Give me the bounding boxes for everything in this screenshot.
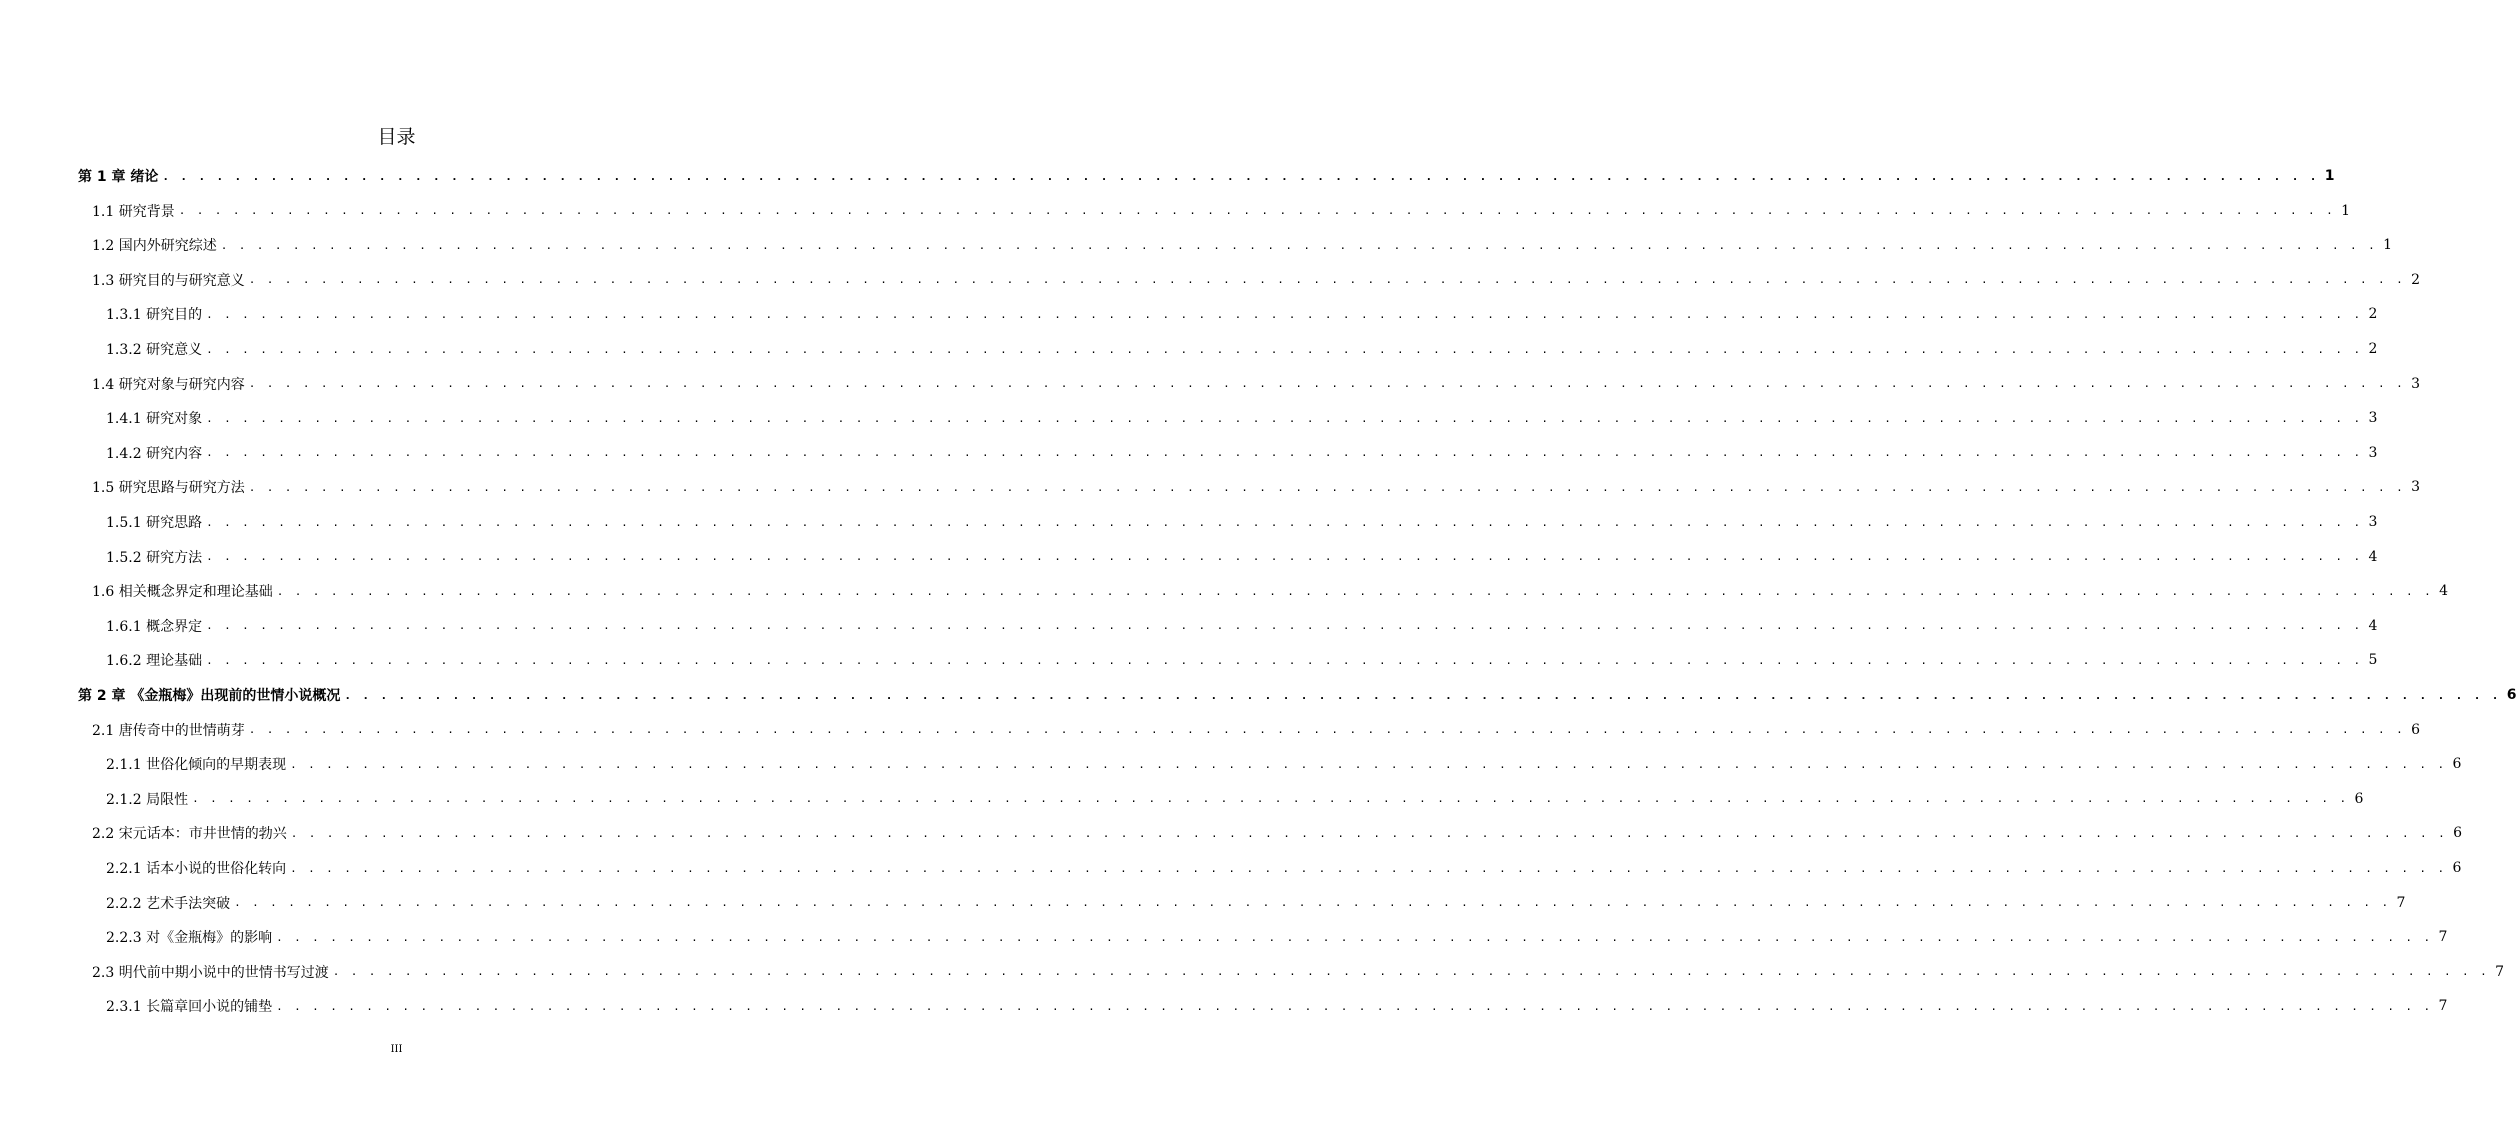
toc-entry-page: 4	[2368, 617, 2378, 634]
toc-entry-page: 6	[2411, 721, 2421, 738]
toc-entry-label: 1.3 研究目的与研究意义	[92, 272, 245, 289]
toc-entry[interactable]	[106, 334, 2378, 364]
toc-entry-page: 6	[2506, 687, 2517, 703]
toc-entry-label: 2.3.1 长篇章回小说的铺垫	[106, 999, 273, 1016]
toc-leader-dots: . . . . . . . . . . . . . . . . . . . . . . . . . . . . . . . . . . . . . . . . . . . . . . . . . . . . . . . . . . . . . . . . . . . . . . . . . . . . . . . . . . . . . . . . . . . . . . . . . . . . . . . . . . . . . . . . . . . . . . . .	[178, 204, 2336, 218]
toc-entry-page: 5	[2368, 652, 2378, 669]
toc-entry-page: 1	[2324, 168, 2335, 184]
toc-entry[interactable]	[78, 161, 2335, 191]
toc-leader-dots: . . . . . . . . . . . . . . . . . . . . . . . . . . . . . . . . . . . . . . . . . . . . . . . . . . . . . . . . . . . . . . . . . . . . . . . . . . . . . . . . . . . . . . . . . . . . . . . . . . . . . . . . . . . . . . . . . . . . . . . .	[206, 515, 2363, 529]
toc-entry-page: 7	[2396, 894, 2406, 911]
toc-entry-label: 2.3 明代前中期小说中的世情书写过渡	[92, 964, 329, 981]
toc-entry-page: 4	[2439, 583, 2449, 600]
toc-entry-page: 2	[2368, 341, 2378, 357]
toc-entry-label: 1.4.2 研究内容	[106, 445, 203, 462]
toc-entry-label: 1.1 研究背景	[92, 203, 175, 220]
toc-entry[interactable]	[106, 888, 2406, 918]
toc-leader-dots: . . . . . . . . . . . . . . . . . . . . . . . . . . . . . . . . . . . . . . . . . . . . . . . . . . . . . . . . . . . . . . . . . . . . . . . . . . . . . . . . . . . . . . . . . . . . . . . . . . . . . . . . . . . . . . . . . . . . . . . .	[248, 723, 2406, 737]
toc-entry[interactable]	[92, 265, 2421, 295]
toc-entry-label: 2.1 唐传奇中的世情萌芽	[92, 722, 245, 739]
toc-entry-label: 1.5.1 研究思路	[106, 515, 203, 531]
toc-entry[interactable]	[92, 196, 2351, 226]
toc-leader-dots: . . . . . . . . . . . . . . . . . . . . . . . . . . . . . . . . . . . . . . . . . . . . . . . . . . . . . . . . . . . . . . . . . . . . . . . . . . . . . . . . . . . . . . . . . . . . . . . . . . . . . . . . . . . . . . . . . . . . . . . .	[344, 688, 2501, 702]
toc-entry-page: 3	[2411, 479, 2421, 496]
toc-entry-page: 7	[2438, 929, 2448, 946]
toc-entry[interactable]	[106, 611, 2378, 641]
toc-entry-label: 第 2 章 《金瓶梅》出现前的世情小说概况	[78, 688, 341, 704]
toc-entry[interactable]	[106, 853, 2462, 883]
toc-entry-page: 6	[2354, 790, 2364, 807]
page-number: III	[390, 1044, 403, 1055]
toc-leader-dots: . . . . . . . . . . . . . . . . . . . . . . . . . . . . . . . . . . . . . . . . . . . . . . . . . . . . . . . . . . . . . . . . . . . . . . . . . . . . . . . . . . . . . . . . . . . . . . . . . . . . . . . . . . . . . . . . . . . . . . . .	[206, 446, 2363, 460]
toc-leader-dots: . . . . . . . . . . . . . . . . . . . . . . . . . . . . . . . . . . . . . . . . . . . . . . . . . . . . . . . . . . . . . . . . . . . . . . . . . . . . . . . . . . . . . . . . . . . . . . . . . . . . . . . . . . . . . . . . . . . . . . . .	[248, 480, 2406, 494]
toc-leader-dots: . . . . . . . . . . . . . . . . . . . . . . . . . . . . . . . . . . . . . . . . . . . . . . . . . . . . . . . . . . . . . . . . . . . . . . . . . . . . . . . . . . . . . . . . . . . . . . . . . . . . . . . . . . . . . . . . . . . . . . . .	[290, 757, 2447, 771]
toc-entry[interactable]	[106, 922, 2448, 952]
toc-leader-dots: . . . . . . . . . . . . . . . . . . . . . . . . . . . . . . . . . . . . . . . . . . . . . . . . . . . . . . . . . . . . . . . . . . . . . . . . . . . . . . . . . . . . . . . . . . . . . . . . . . . . . . . . . . . . . . . . . . . . . . . .	[206, 411, 2363, 425]
toc-entry-page: 3	[2368, 514, 2378, 530]
toc-entry-label: 1.6.1 概念界定	[106, 618, 203, 635]
toc-leader-dots: . . . . . . . . . . . . . . . . . . . . . . . . . . . . . . . . . . . . . . . . . . . . . . . . . . . . . . . . . . . . . . . . . . . . . . . . . . . . . . . . . . . . . . . . . . . . . . . . . . . . . . . . . . . . . . . . . . . . . . . .	[290, 826, 2448, 840]
toc-leader-dots: . . . . . . . . . . . . . . . . . . . . . . . . . . . . . . . . . . . . . . . . . . . . . . . . . . . . . . . . . . . . . . . . . . . . . . . . . . . . . . . . . . . . . . . . . . . . . . . . . . . . . . . . . . . . . . . . . . . . . . . .	[206, 307, 2363, 321]
toc-leader-dots: . . . . . . . . . . . . . . . . . . . . . . . . . . . . . . . . . . . . . . . . . . . . . . . . . . . . . . . . . . . . . . . . . . . . . . . . . . . . . . . . . . . . . . . . . . . . . . . . . . . . . . . . . . . . . . . . . . . . . . . .	[206, 342, 2363, 356]
toc-entry-page: 7	[2495, 963, 2505, 980]
toc-entry[interactable]	[106, 507, 2378, 537]
toc-entry-page: 1	[2383, 237, 2393, 254]
toc-entry-label: 2.2.1 话本小说的世俗化转向	[106, 861, 287, 877]
toc-entry-page: 3	[2368, 444, 2378, 461]
toc-leader-dots: . . . . . . . . . . . . . . . . . . . . . . . . . . . . . . . . . . . . . . . . . . . . . . . . . . . . . . . . . . . . . . . . . . . . . . . . . . . . . . . . . . . . . . . . . . . . . . . . . . . . . . . . . . . . . . . . . . . . . . . .	[290, 861, 2447, 875]
toc-entry[interactable]	[106, 784, 2364, 814]
toc-entry[interactable]	[92, 230, 2393, 260]
toc-leader-dots: . . . . . . . . . . . . . . . . . . . . . . . . . . . . . . . . . . . . . . . . . . . . . . . . . . . . . . . . . . . . . . . . . . . . . . . . . . . . . . . . . . . . . . . . . . . . . . . . . . . . . . . . . . . . . . . . . . . . . . . .	[248, 377, 2406, 391]
toc-entry-page: 2	[2411, 271, 2421, 288]
toc-leader-dots: . . . . . . . . . . . . . . . . . . . . . . . . . . . . . . . . . . . . . . . . . . . . . . . . . . . . . . . . . . . . . . . . . . . . . . . . . . . . . . . . . . . . . . . . . . . . . . . . . . . . . . . . . . . . . . . . . . . . . . . .	[248, 273, 2406, 287]
toc-entry-label: 2.2 宋元话本：市井世情的勃兴	[92, 826, 287, 843]
toc-entry[interactable]	[92, 472, 2421, 502]
toc-leader-dots: . . . . . . . . . . . . . . . . . . . . . . . . . . . . . . . . . . . . . . . . . . . . . . . . . . . . . . . . . . . . . . . . . . . . . . . . . . . . . . . . . . . . . . . . . . . . . . . . . . . . . . . . . . . . . . . . . . . . . . . .	[162, 169, 2319, 183]
toc-leader-dots: . . . . . . . . . . . . . . . . . . . . . . . . . . . . . . . . . . . . . . . . . . . . . . . . . . . . . . . . . . . . . . . . . . . . . . . . . . . . . . . . . . . . . . . . . . . . . . . . . . . . . . . . . . . . . . . . . . . . . . . .	[276, 930, 2433, 944]
toc-entry[interactable]	[92, 818, 2463, 848]
toc-entry-label: 第 1 章 绪论	[78, 169, 159, 185]
toc-entry[interactable]	[92, 715, 2421, 745]
toc-entry-label: 1.2 国内外研究综述	[92, 238, 217, 255]
toc-leader-dots: . . . . . . . . . . . . . . . . . . . . . . . . . . . . . . . . . . . . . . . . . . . . . . . . . . . . . . . . . . . . . . . . . . . . . . . . . . . . . . . . . . . . . . . . . . . . . . . . . . . . . . . . . . . . . . . . . . . . . . . .	[192, 792, 2349, 806]
toc-entry-page: 6	[2452, 756, 2462, 773]
toc-entry-page: 2	[2368, 306, 2378, 323]
toc-leader-dots: . . . . . . . . . . . . . . . . . . . . . . . . . . . . . . . . . . . . . . . . . . . . . . . . . . . . . . . . . . . . . . . . . . . . . . . . . . . . . . . . . . . . . . . . . . . . . . . . . . . . . . . . . . . . . . . . . . . . . . . .	[206, 653, 2363, 667]
toc-entry-label: 1.4 研究对象与研究内容	[92, 376, 245, 393]
toc-entry-label: 1.5.2 研究方法	[106, 549, 203, 566]
toc-entry[interactable]	[106, 438, 2378, 468]
toc-leader-dots: . . . . . . . . . . . . . . . . . . . . . . . . . . . . . . . . . . . . . . . . . . . . . . . . . . . . . . . . . . . . . . . . . . . . . . . . . . . . . . . . . . . . . . . . . . . . . . . . . . . . . . . . . . . . . . . . . . . . . . . .	[332, 965, 2490, 979]
toc-leader-dots: . . . . . . . . . . . . . . . . . . . . . . . . . . . . . . . . . . . . . . . . . . . . . . . . . . . . . . . . . . . . . . . . . . . . . . . . . . . . . . . . . . . . . . . . . . . . . . . . . . . . . . . . . . . . . . . . . . . . . . . .	[234, 896, 2391, 910]
toc-entry[interactable]	[106, 299, 2378, 329]
toc-entry[interactable]	[106, 991, 2448, 1021]
toc-entry-label: 1.5 研究思路与研究方法	[92, 480, 245, 497]
toc-entry-page: 3	[2368, 410, 2378, 427]
toc-entry-page: 3	[2411, 375, 2421, 392]
toc-entry-label: 2.1.1 世俗化倾向的早期表现	[106, 757, 287, 774]
toc-entry-page: 4	[2368, 548, 2378, 565]
toc-entry-label: 2.2.2 艺术手法突破	[106, 895, 231, 912]
toc-entry-label: 1.3.2 研究意义	[106, 342, 203, 358]
toc-entry-page: 7	[2438, 998, 2448, 1015]
toc-leader-dots: . . . . . . . . . . . . . . . . . . . . . . . . . . . . . . . . . . . . . . . . . . . . . . . . . . . . . . . . . . . . . . . . . . . . . . . . . . . . . . . . . . . . . . . . . . . . . . . . . . . . . . . . . . . . . . . . . . . . . . . .	[220, 238, 2378, 252]
toc-entry-page: 1	[2341, 202, 2351, 219]
toc-entry[interactable]	[106, 749, 2462, 779]
toc-entry-page: 6	[2452, 860, 2462, 876]
toc-leader-dots: . . . . . . . . . . . . . . . . . . . . . . . . . . . . . . . . . . . . . . . . . . . . . . . . . . . . . . . . . . . . . . . . . . . . . . . . . . . . . . . . . . . . . . . . . . . . . . . . . . . . . . . . . . . . . . . . . . . . . . . .	[276, 584, 2434, 598]
toc-entry[interactable]	[106, 403, 2378, 433]
toc-entry-label: 1.6 相关概念界定和理论基础	[92, 584, 273, 601]
toc-entry-label: 1.6.2 理论基础	[106, 653, 203, 670]
toc-entry-label: 2.2.3 对《金瓶梅》的影响	[106, 930, 273, 947]
toc-entry-label: 2.1.2 局限性	[106, 791, 189, 808]
toc-leader-dots: . . . . . . . . . . . . . . . . . . . . . . . . . . . . . . . . . . . . . . . . . . . . . . . . . . . . . . . . . . . . . . . . . . . . . . . . . . . . . . . . . . . . . . . . . . . . . . . . . . . . . . . . . . . . . . . . . . . . . . . .	[206, 619, 2363, 633]
toc-entry[interactable]	[92, 957, 2505, 987]
toc-entry[interactable]	[92, 576, 2449, 606]
toc-entry-page: 6	[2453, 825, 2463, 842]
toc-entry[interactable]	[78, 680, 2517, 710]
toc-entry[interactable]	[106, 645, 2378, 675]
toc-entry[interactable]	[106, 542, 2378, 572]
toc-leader-dots: . . . . . . . . . . . . . . . . . . . . . . . . . . . . . . . . . . . . . . . . . . . . . . . . . . . . . . . . . . . . . . . . . . . . . . . . . . . . . . . . . . . . . . . . . . . . . . . . . . . . . . . . . . . . . . . . . . . . . . . .	[276, 999, 2433, 1013]
toc-leader-dots: . . . . . . . . . . . . . . . . . . . . . . . . . . . . . . . . . . . . . . . . . . . . . . . . . . . . . . . . . . . . . . . . . . . . . . . . . . . . . . . . . . . . . . . . . . . . . . . . . . . . . . . . . . . . . . . . . . . . . . . .	[206, 550, 2363, 564]
toc-entry-label: 1.4.1 研究对象	[106, 411, 203, 428]
toc-entry[interactable]	[92, 369, 2421, 399]
page-title: 目录	[377, 126, 416, 148]
toc-entry-label: 1.3.1 研究目的	[106, 307, 203, 324]
